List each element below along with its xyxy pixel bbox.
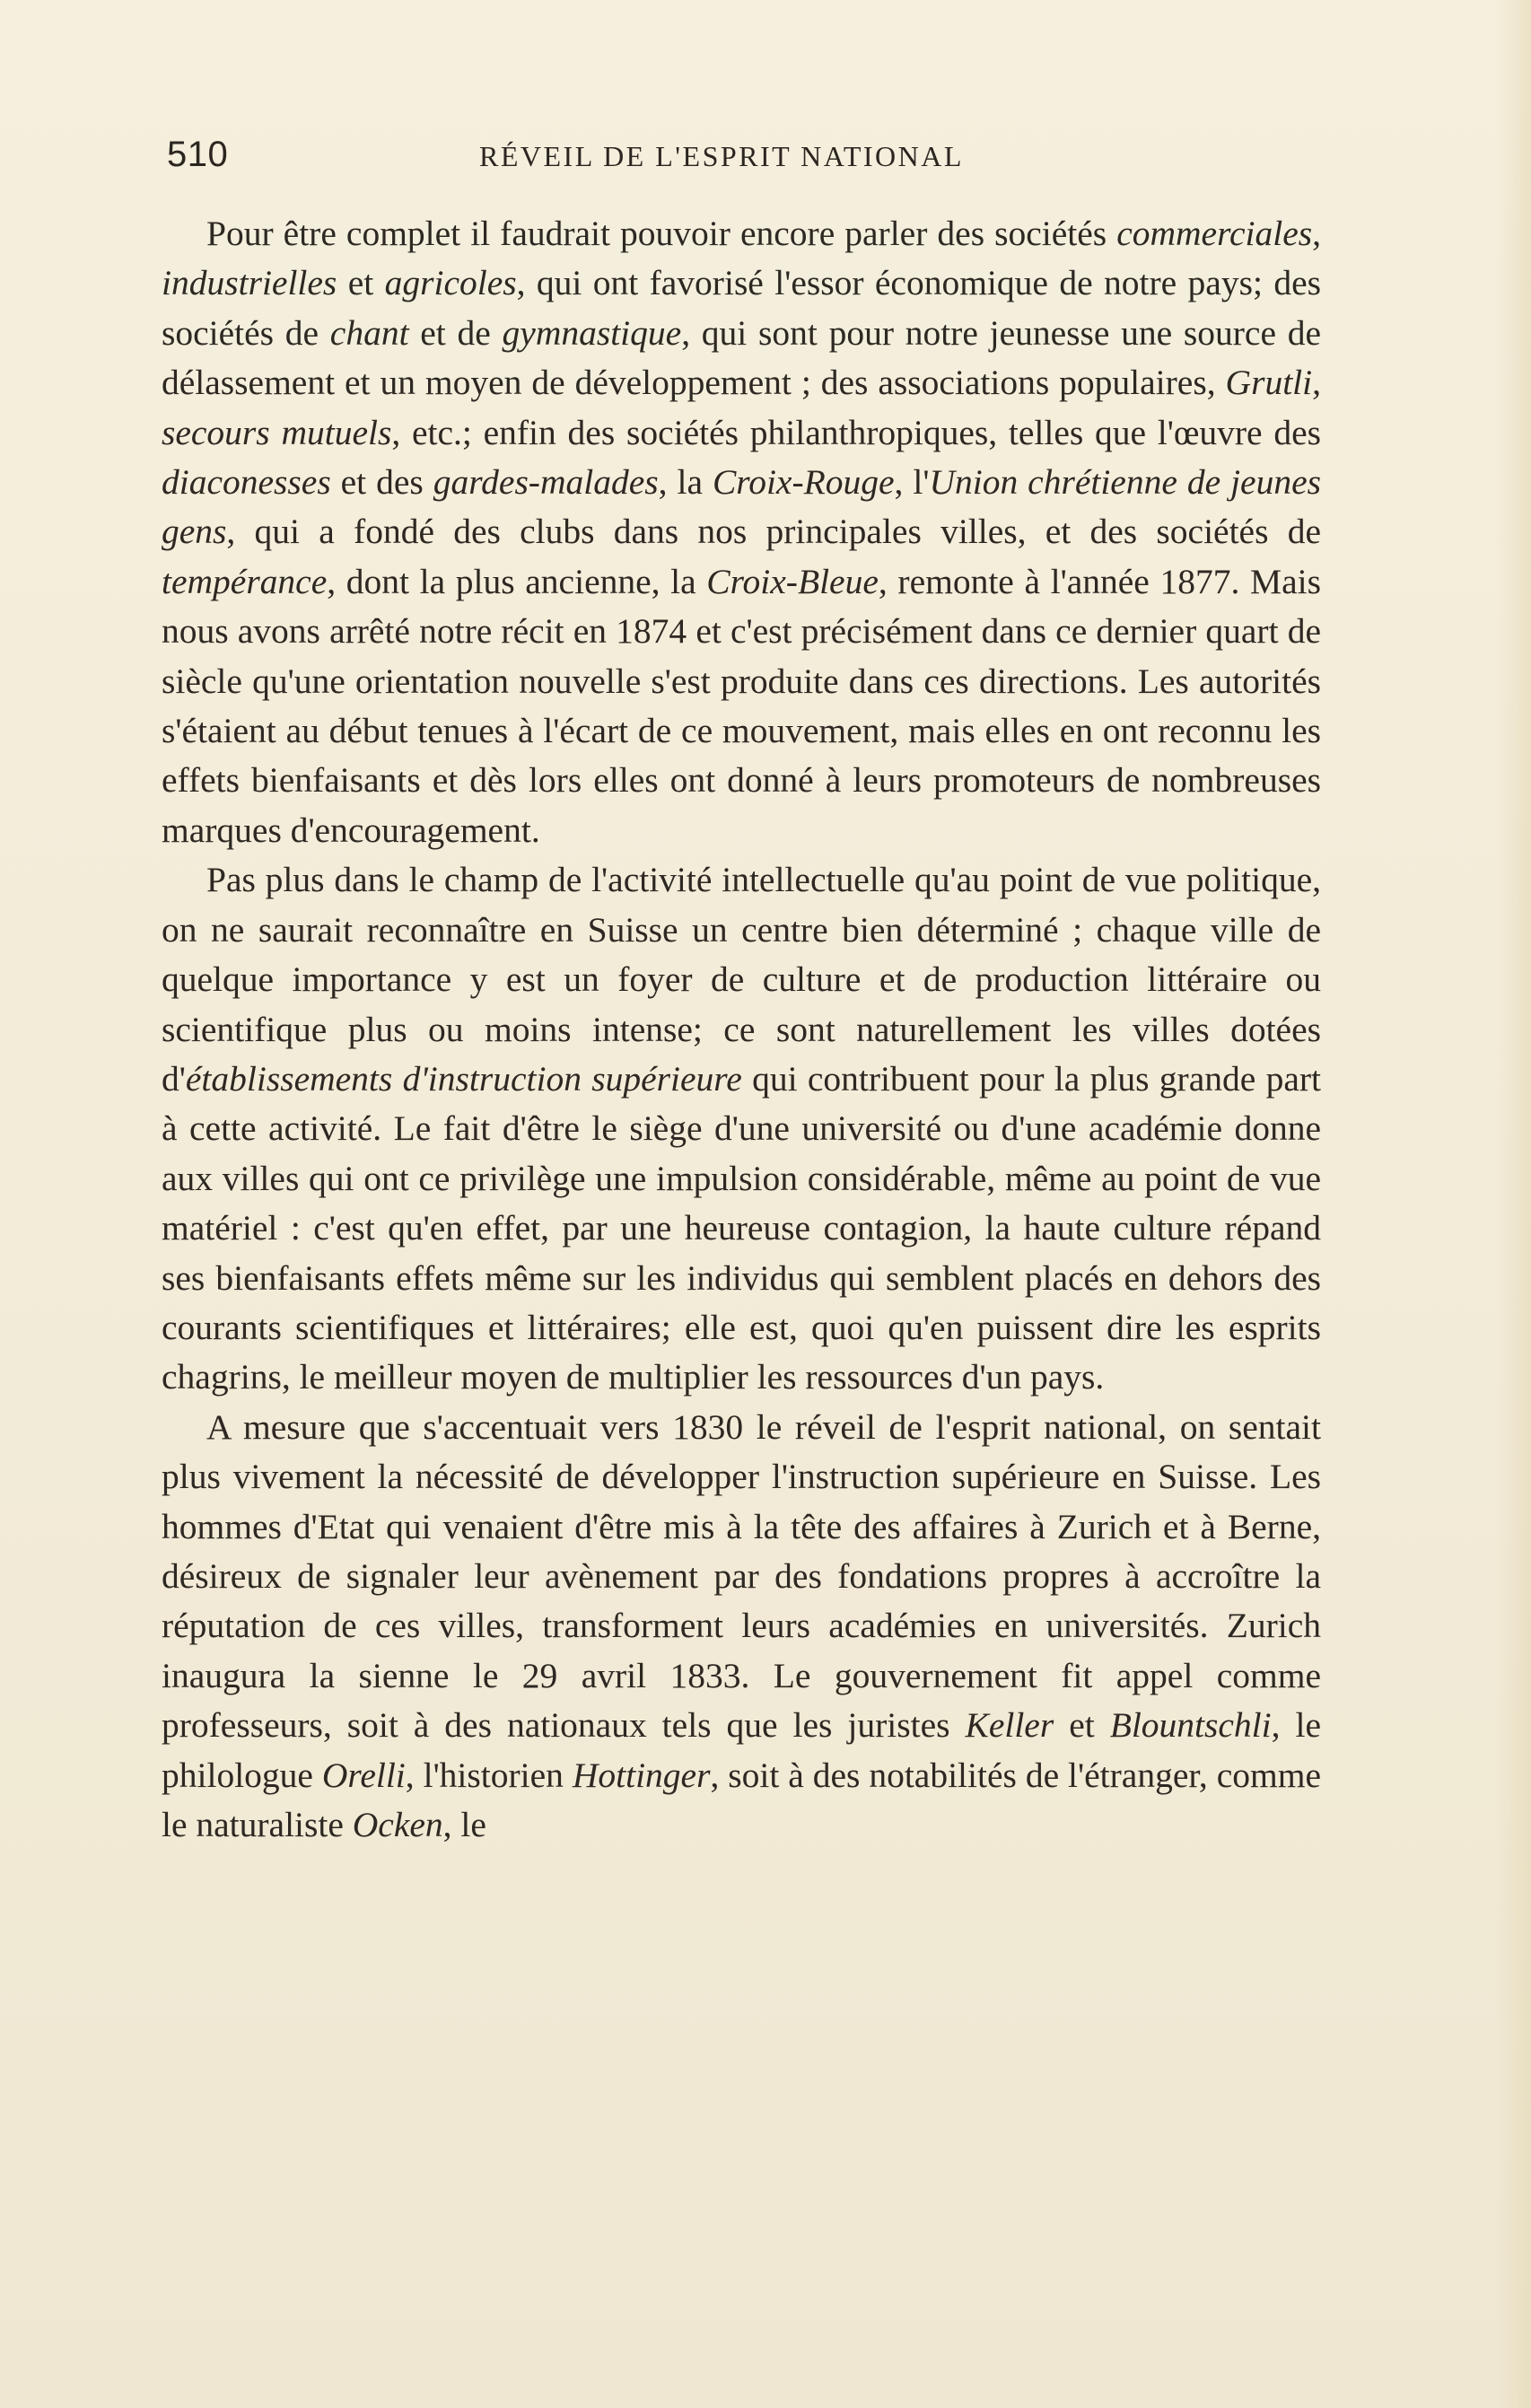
running-title: RÉVEIL DE L'ESPRIT NATIONAL [479,140,964,172]
italic-term: Croix-Bleue [706,561,879,601]
text-run: , l' [894,462,930,503]
text-run: , soit à des notabilités de l'étranger, comme le naturaliste [162,1755,1321,1844]
italic-term: gardes-malades [433,462,659,503]
text-run: , dont la plus ancienne, la [327,561,707,601]
italic-term: secours mutuels [162,412,392,452]
italic-term: diaconesses [162,462,331,503]
italic-term: Blountschli [1109,1705,1272,1746]
italic-term: Hottinger [572,1755,711,1795]
italic-term: agricoles [384,263,517,303]
text-run: , [1312,214,1321,253]
text-run: qui contribuent pour la plus grande part à cette activité. Le fait d'être le siège d'une université ou d'une académie donne aux villes qui ont ce privilège une impulsion considérable, même au point de vue matériel : c'est qu'en effet, par une heureuse contagion, la haute culture répand ses bienfaisants effets même sur les individus qui semblent placés en dehors des courants scientifiques et littéraires; elle est, quoi qu'en puissent dire les esprits chagrins, le meilleur moyen de multiplier les ressources d'un pays. [162,1058,1321,1397]
italic-term: industrielles [162,263,337,303]
paragraph [162,209,1321,855]
text-run: et [1054,1705,1110,1746]
italic-term: Orelli [321,1755,406,1795]
text-run: Pour être complet il faudrait pouvoir encore parler des sociétés [206,214,1117,253]
body-text [162,209,1321,1850]
page-edge-shading [1495,0,1531,2408]
italic-term: commerciales [1116,214,1313,253]
text-run: , le philologue [162,1705,1321,1795]
text-run: , le [442,1805,486,1844]
text-run: , [1312,363,1321,403]
italic-term: chant [329,312,409,353]
italic-term: Grutli [1225,363,1313,403]
text-run: et [337,263,385,303]
text-run: et de [408,312,503,353]
italic-term: gymnastique [502,312,682,353]
italic-term: Croix-Rouge [712,462,895,503]
text-run: , qui a fondé des clubs dans nos principales villes, et des sociétés de [226,512,1321,552]
italic-term: Keller [965,1705,1054,1746]
paragraph [162,855,1321,1402]
text-run: et des [330,462,433,503]
italic-term: Union chrétienne de jeunes gens [162,462,1321,552]
italic-term: tempérance [162,561,328,601]
text-run: , qui sont pour notre jeunesse une source de délassement et un moyen de développement ; des associations populaires, [162,312,1321,403]
text-run: Pas plus dans le champ de l'activité intellectuelle qu'au point de vue politique, on ne saurait reconnaître en Suisse un centre bien déterminé ; chaque ville de quelque importance y est un foyer de culture et de production littéraire ou scientifique plus ou moins intense; ce sont naturellement les villes dotées d' [162,860,1321,1099]
page-number: 510 [167,135,229,174]
paragraph [162,1403,1321,1851]
text-run: , qui ont favorisé l'essor économique de notre pays; des sociétés de [162,263,1321,353]
text-run: , etc.; enfin des sociétés philanthropiques, telles que l'œuvre des [391,412,1322,452]
text-run: A mesure que s'accentuait vers 1830 le réveil de l'esprit national, on sentait plus vivement la nécessité de développer l'instruction supérieure en Suisse. Les hommes d'Etat qui venaient d'être mis à la tête des affaires à Zurich et à Berne, désireux de signaler leur avènement par des fondations propres à accroître la réputation de ces villes, transforment leurs académies en universités. Zurich inaugura la sienne le 29 avril 1833. Le gouvernement fit appel comme professeurs, soit à des nationaux tels que les juristes [162,1406,1321,1746]
italic-term: établissements d'instruction supérieure [185,1058,742,1099]
italic-term: Ocken [352,1805,443,1844]
text-run: , remonte à l'année 1877. Mais nous avons arrêté notre récit en 1874 et c'est précisément dans ce dernier quart de siècle qu'une orientation nouvelle s'est produite dans ces directions. Les autorités s'étaient au début tenues à l'écart de ce mouvement, mais elles en ont reconnu les effets bienfaisants et dès lors elles ont donné à leurs promoteurs de nombreuses marques d'encouragement. [162,561,1321,850]
text-run: , la [658,462,713,503]
running-head [160,127,1319,185]
text-run: , l'historien [405,1755,573,1795]
